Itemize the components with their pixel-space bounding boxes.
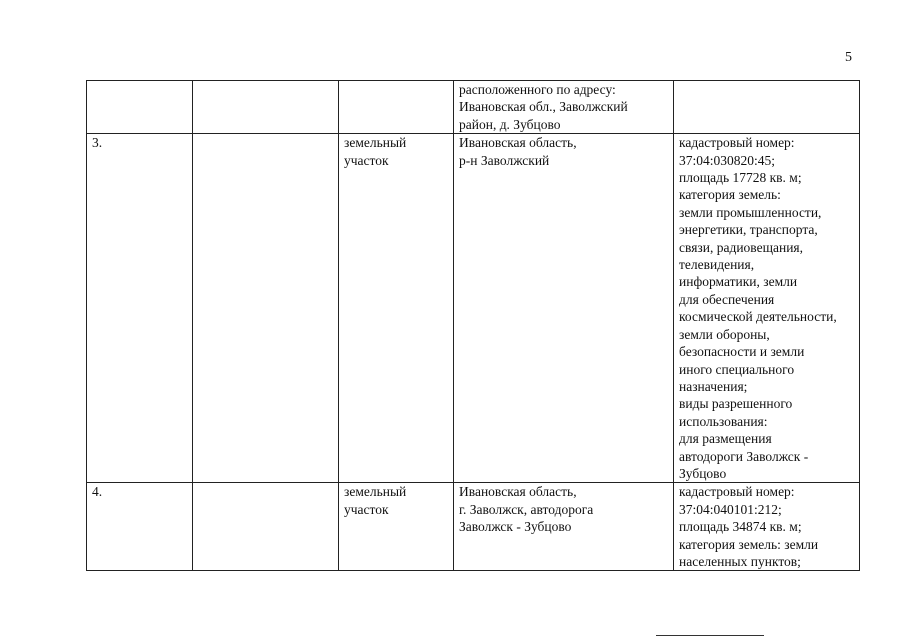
object-type-cell [339,81,454,134]
page-number: 5 [845,50,852,65]
details-cell [674,81,860,134]
empty-cell [193,81,339,134]
row-number-cell: 3. [87,134,193,483]
address-cell: Ивановская область, р-н Заволжский [454,134,674,483]
details-cell: кадастровый номер: 37:04:040101:212; площадь 34874 кв. м; категория земель: земли населенных пунктов; [674,483,860,571]
object-type-cell: земельный участок [339,134,454,483]
row-number-cell [87,81,193,134]
details-cell: кадастровый номер: 37:04:030820:45; площадь 17728 кв. м; категория земель: земли промышленности, энергетики, транспорта, связи, радиовещания, телевидения, информатики, земли для обеспечения космической деятельности, земли обороны, безопасности и земли иного специального назначения; виды разрешенного использования: для размещения автодороги Заволжск - Зубцово [674,134,860,483]
object-type-cell: земельный участок [339,483,454,571]
table-row [87,81,860,134]
property-table [86,80,860,571]
footer-divider [656,635,764,636]
row-number-cell: 4. [87,483,193,571]
table-row [87,134,860,483]
table-row [87,483,860,571]
address-cell: Ивановская область, г. Заволжск, автодорога Заволжск - Зубцово [454,483,674,571]
address-cell: расположенного по адресу: Ивановская обл., Заволжский район, д. Зубцово [454,81,674,134]
empty-cell [193,483,339,571]
empty-cell [193,134,339,483]
